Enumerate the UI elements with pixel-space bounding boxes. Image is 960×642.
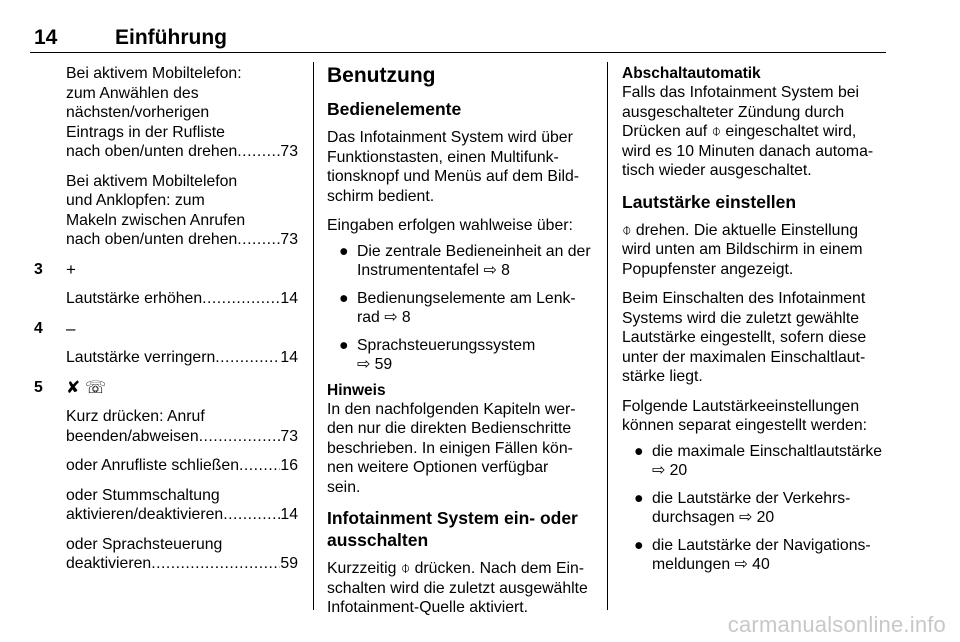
text-line: wird es 10 Minuten danach automa- (622, 142, 874, 160)
text-line: tisch wieder ausgeschaltet. (622, 162, 812, 179)
list-item: ● Die zentrale Bedieneinheit an der Instrumententafel ⇨ 8 (327, 242, 593, 281)
text-line: Beim Einschalten des Infotainment (622, 290, 866, 307)
list-item: ● die maximale Einschaltlautstärke ⇨ 20 (622, 442, 886, 481)
page-header (30, 26, 886, 53)
page-ref[interactable]: 73 (280, 143, 298, 160)
list-item: ● die Lautstärke der Navigations- meldungen ⇨ 40 (622, 536, 886, 575)
bullet-icon: ● (339, 289, 349, 307)
text-line: schirm bedient. (327, 187, 435, 205)
column-1 (34, 64, 298, 584)
input-methods-list (327, 242, 593, 375)
item-number: 3 (34, 260, 43, 278)
page-number: 14 (34, 26, 58, 49)
list-item: ● Sprachsteuerungssystem ⇨ 59 (327, 336, 593, 375)
text-line: unter der maximalen Einschaltlaut- (622, 348, 866, 366)
text-line: ausgeschalteter Zündung durch (622, 103, 845, 121)
text-line: sein. (327, 478, 361, 496)
bullet-icon: ● (339, 336, 349, 354)
paragraph-inputs: Eingaben erfolgen wahlweise über: (327, 217, 573, 234)
toc-entry: aktivieren/deaktivieren ..... 14 (66, 505, 298, 525)
text-line: Bei aktivem Mobiltelefon (66, 172, 238, 190)
text-line: Eintrags in der Rufliste (66, 123, 225, 141)
page-ref[interactable]: 73 (280, 427, 298, 445)
column-divider-right (607, 62, 608, 610)
column-2 (327, 64, 593, 628)
page-ref[interactable]: 14 (280, 349, 298, 366)
text-line: nächsten/vorherigen (66, 104, 210, 121)
subheading-abschaltautomatik: Abschaltautomatik (622, 65, 761, 82)
intro-block-2 (34, 172, 298, 250)
item-5-entry-3 (66, 486, 298, 525)
item-5-entry-4 (66, 535, 298, 574)
text-line: nen weitere Optionen verfügbar (327, 459, 549, 476)
page-ref[interactable]: 14 (280, 290, 298, 307)
text-line: Drücken auf ⌽ eingeschaltet wird, (622, 123, 857, 140)
text-line: oder Stummschaltung (66, 486, 220, 504)
subheading-bedienelemente: Bedienelemente (327, 99, 462, 119)
text-line: beschrieben. In einigen Fällen kön- (327, 439, 573, 457)
bullet-icon: ● (339, 242, 349, 260)
bullet-icon: ● (634, 442, 644, 460)
text-line: oder Sprachsteuerung (66, 535, 223, 553)
paragraph-volume-3 (622, 397, 886, 436)
text-line: Systems wird die zuletzt gewählte (622, 309, 860, 327)
column-divider-left (313, 62, 314, 610)
item-number: 4 (34, 319, 43, 337)
item-5 (34, 378, 298, 574)
plus-icon: + (66, 259, 76, 279)
text-line: Kurz drücken: Anruf (66, 408, 205, 425)
minus-icon: – (66, 318, 76, 338)
text-line: Lautstärke eingestellt, sofern diese (622, 329, 867, 346)
text-line: stärke liegt. (622, 368, 703, 385)
paragraph-auto-off (622, 83, 886, 181)
bullet-icon: ● (634, 536, 644, 554)
text-line: Popupfenster angezeigt. (622, 260, 794, 278)
page-ref[interactable]: 16 (280, 457, 298, 474)
page-ref[interactable]: ⇨ 59 (357, 356, 393, 373)
item-number: 5 (34, 378, 43, 396)
text-line: Infotainment-Quelle aktiviert. (327, 599, 529, 616)
text-line: Bei aktivem Mobiltelefon: (66, 65, 242, 82)
text-line: ⌽ drehen. Die aktuelle Einstellung (622, 221, 859, 239)
section-heading-benutzung: Benutzung (327, 64, 436, 87)
page-ref[interactable]: meldungen ⇨ 40 (652, 556, 770, 573)
page-ref[interactable]: rad ⇨ 8 (357, 309, 411, 326)
bullet-icon: ● (634, 489, 644, 507)
paragraph-volume-2 (622, 289, 886, 387)
text-line: Folgende Lautstärkeeinstellungen (622, 397, 860, 415)
toc-entry: deaktivieren ..... 59 (66, 554, 298, 574)
toc-entry: Lautstärke verringern ..... 14 (66, 348, 298, 368)
note-title: Hinweis (327, 381, 386, 399)
text-line: Kurzzeitig ⌽ drücken. Nach dem Ein- (327, 560, 585, 577)
page-ref[interactable]: Instrumententafel ⇨ 8 (357, 262, 510, 279)
toc-entry: nach oben/unten drehen ..... 73 (66, 230, 298, 250)
text-line: und Anklopfen: zum (66, 192, 205, 209)
volume-settings-list (622, 442, 886, 575)
column-3 (622, 64, 886, 583)
text-line: Falls das Infotainment System bei (622, 84, 860, 101)
mute-hangup-icon: ✘ ☏ (66, 377, 107, 397)
subheading-ein-ausschalten: Infotainment System ein- oder ausschalten (327, 508, 578, 550)
text-line: wird unten am Bildschirm in einem (622, 241, 863, 258)
text-line: schalten wird die zuletzt ausgewählte (327, 579, 588, 597)
page-ref[interactable]: 59 (280, 555, 298, 572)
text-line: Das Infotainment System wird über (327, 129, 573, 146)
page-ref[interactable]: ⇨ 20 (652, 462, 688, 479)
page-ref[interactable]: 14 (280, 506, 298, 523)
toc-entry: oder Anrufliste schließen ..... 16 (66, 456, 298, 476)
text-line: können separat eingestellt werden: (622, 417, 868, 434)
text-line: Makeln zwischen Anrufen (66, 211, 246, 229)
item-4 (34, 319, 298, 368)
list-item: ● Bedienungselemente am Lenk- rad ⇨ 8 (327, 289, 593, 328)
note-box (327, 381, 593, 498)
intro-block-1 (34, 64, 298, 162)
paragraph-power (327, 559, 593, 618)
list-item: ● die Lautstärke der Verkehrs- durchsagen ⇨ 20 (622, 489, 886, 528)
watermark: carmanualsonline.info (727, 612, 946, 637)
toc-entry: Lautstärke erhöhen ..... 14 (66, 289, 298, 309)
page-ref[interactable]: 73 (280, 231, 298, 248)
text-line: tionsknopf und Menüs auf dem Bild- (327, 168, 580, 185)
text-line: den nur die direkten Bedienschritte (327, 420, 572, 437)
toc-entry: beenden/abweisen ..... 73 (66, 427, 298, 447)
chapter-title: Einführung (115, 26, 227, 49)
item-5-entry-1 (66, 407, 298, 446)
text-line: Funktionstasten, einen Multifunk- (327, 148, 559, 166)
item-5-entry-2 (66, 456, 298, 476)
toc-entry: nach oben/unten drehen ..... 73 (66, 142, 298, 162)
subheading-lautstaerke: Lautstärke einstellen (622, 191, 797, 212)
text-line: zum Anwählen des (66, 84, 199, 102)
text-line: In den nachfolgenden Kapiteln wer- (327, 400, 576, 418)
paragraph-volume-1 (622, 221, 886, 280)
paragraph-intro (327, 128, 593, 206)
page-ref[interactable]: durchsagen ⇨ 20 (652, 509, 775, 526)
item-3 (34, 260, 298, 309)
